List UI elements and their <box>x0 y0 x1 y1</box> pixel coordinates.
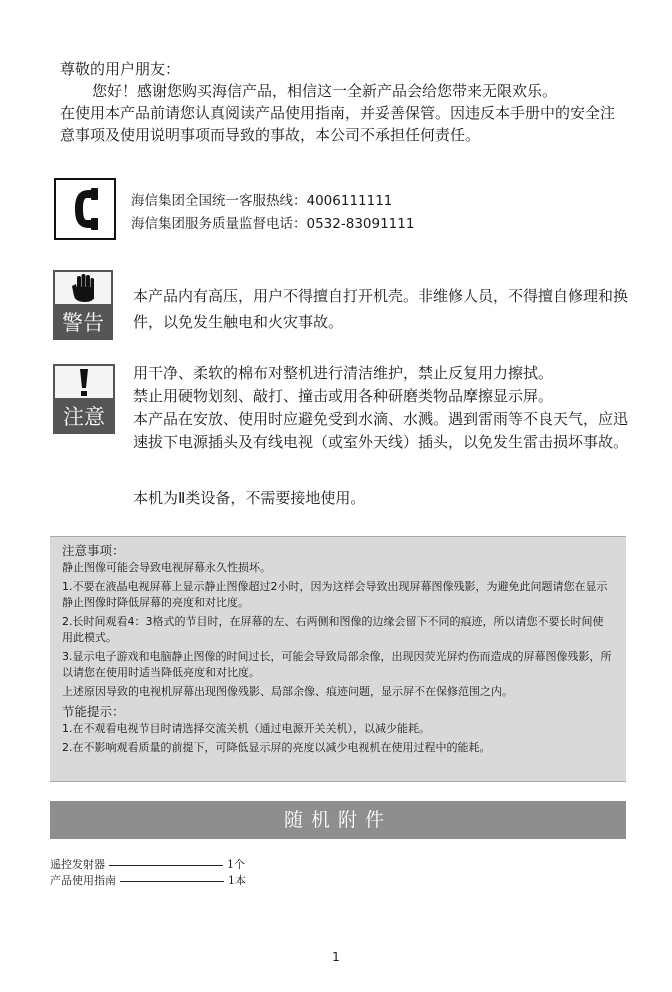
leader-line <box>109 865 223 866</box>
notice-summary: 上述原因导致的电视机屏幕出现图像残影、局部余像、痕迹问题，显示屏不在保修范围之内。 <box>62 685 513 698</box>
accessory-name: 产品使用指南 <box>50 874 116 887</box>
raised-hand-icon <box>55 272 111 304</box>
accessories-banner: 随机附件 <box>50 801 626 839</box>
notice-box <box>50 536 626 782</box>
exclamation-icon <box>55 366 113 398</box>
accessory-qty: 1个 <box>227 858 245 871</box>
class-ii-note: 本机为Ⅱ类设备，不需要接地使用。 <box>133 489 366 507</box>
notice-item: 3.显示电子游戏和电脑静止图像的时间过长，可能会导致局部余像，出现因荧光屏灼伤而造成的屏幕图像残影，所以请您在使用时适当降低亮度和对比度。 <box>62 650 612 679</box>
energy-item: 1.在不观看电视节目时请选择交流关机（通过电源开关关机），以减少能耗。 <box>62 722 430 735</box>
warning-label: 警告 <box>62 311 104 335</box>
energy-item: 2.在不影响观看质量的前提下，可降低显示屏的亮度以减少电视机在使用过程中的能耗。 <box>62 741 491 754</box>
page-number: 1 <box>332 950 340 964</box>
notice-subtitle: 静止图像可能会导致电视屏幕永久性损坏。 <box>62 561 271 574</box>
greeting: 尊敬的用户朋友： <box>60 60 181 78</box>
warning-icon-box <box>53 270 113 340</box>
phone-icon <box>56 180 114 238</box>
energy-title: 节能提示： <box>62 704 125 719</box>
leader-line <box>120 881 224 882</box>
notice-item: 1.不要在液晶电视屏幕上显示静止图像超过2小时，因为这样会导致出现屏幕图像残影，为避免此问题请您在显示静止图像时降低屏幕的亮度和对比度。 <box>62 580 608 609</box>
list-item <box>50 857 246 873</box>
warning-text: 本产品内有高压，用户不得擅自打开机壳。非维修人员，不得擅自修理和换件，以免发生触电和火灾事故。 <box>133 287 629 331</box>
accessory-name: 遥控发射器 <box>50 858 105 871</box>
accessories-list <box>50 857 246 889</box>
caution-line: 禁止用硬物划刻、敲打、撞击或用各种研磨类物品摩擦显示屏。 <box>133 387 554 405</box>
caution-label: 注意 <box>63 405 105 429</box>
thanks-paragraph: 您好！感谢您购买海信产品，相信这一全新产品会给您带来无限欢乐。 <box>92 82 558 100</box>
intro-section <box>60 58 620 146</box>
supervision-phone: 海信集团服务质量监督电话：0532-83091111 <box>131 216 415 232</box>
service-hotline: 海信集团全国统一客服热线：4006111111 <box>131 193 393 209</box>
notice-item: 2.长时间观看4：3格式的节目时，在屏幕的左、右两侧和图像的边缘会留下不同的痕迹，所以请您不要长时间使用此模式。 <box>62 615 604 644</box>
caution-icon-box <box>53 364 115 434</box>
contact-info <box>131 190 414 236</box>
notice-title: 注意事项： <box>62 543 125 558</box>
list-item <box>50 873 246 889</box>
phone-icon-box <box>54 178 116 240</box>
accessory-qty: 1本 <box>228 874 246 887</box>
caution-line: 用干净、柔软的棉布对整机进行清洁维护，禁止反复用力擦拭。 <box>133 364 554 382</box>
caution-text <box>133 362 633 454</box>
caution-line: 本产品在安放、使用时应避免受到水滴、水溅。遇到雷雨等不良天气，应迅速拔下电源插头及有线电视（或室外天线）插头，以免发生雷击损坏事故。 <box>133 410 629 451</box>
disclaimer-paragraph: 在使用本产品前请您认真阅读产品使用指南，并妥善保管。因违反本手册中的安全注意事项及使用说明事项而导致的事故，本公司不承担任何责任。 <box>60 104 616 144</box>
